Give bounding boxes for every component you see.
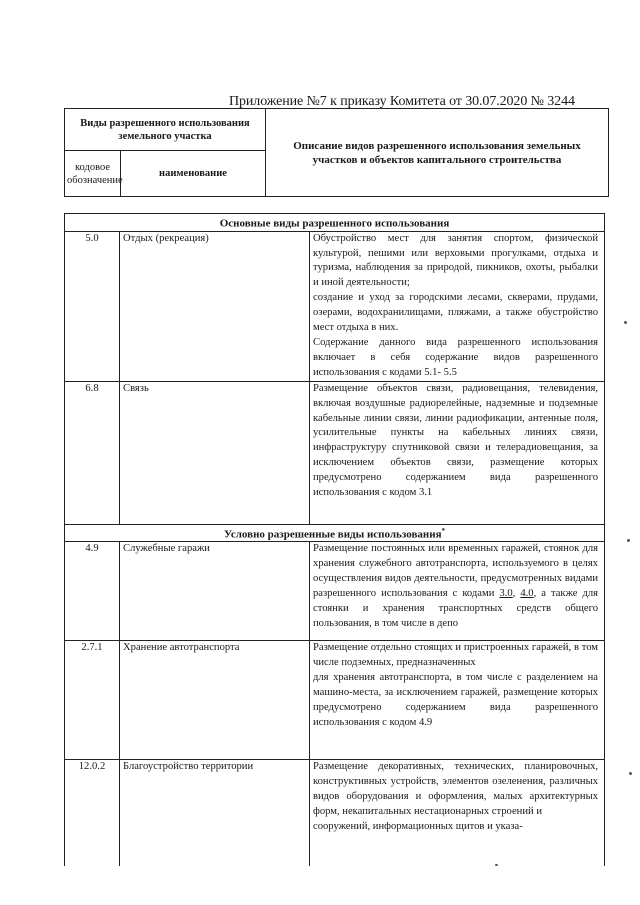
header-table xyxy=(64,108,609,197)
scan-speck xyxy=(627,539,630,542)
row-description xyxy=(310,542,605,641)
row-description xyxy=(310,641,605,760)
row-code: 5.0 xyxy=(65,231,120,381)
row-name: Хранение автотранспорта xyxy=(120,641,310,760)
description-paragraph: Размещение объектов связи, радиовещания, телевидения, включая воздушные радиорелейные, надземные и подземные кабельные линии связи, линии радиофикации, антенные поля, усилительные пункты на кабельных линиях связи, инфраструктуру спутниковой связи и телерадиовещания, за исключением объектов связи, размещение которых предусмотрено содержанием вида разрешенного использования с кодом 3.1 xyxy=(313,382,599,499)
row-code: 2.7.1 xyxy=(65,641,120,760)
table-row xyxy=(65,760,605,866)
table-row xyxy=(65,542,605,641)
row-name: Отдых (рекреация) xyxy=(120,231,310,381)
section-header-row xyxy=(65,524,605,542)
header-name-column: наименование xyxy=(121,151,266,197)
section-title: Основные виды разрешенного использования xyxy=(65,214,605,232)
table-row xyxy=(65,381,605,524)
row-description xyxy=(310,381,605,524)
row-description xyxy=(310,231,605,381)
row-name: Служебные гаражи xyxy=(120,542,310,641)
description-paragraph: Обустройство мест для занятия спортом, физической культурой, пешими или верховыми прогулками, отдыха и туризма, наблюдения за природой, пикников, охоты, рыбалки и иной деятельности; xyxy=(313,232,599,289)
header-description-title: Описание видов разрешенного использования земельных участков и объектов капитального строительства xyxy=(266,109,609,197)
row-code: 4.9 xyxy=(65,542,120,641)
description-paragraph: Содержание данного вида разрешенного использования включает в себя содержание видов разрешенного использования с кодами 5.1- 5.5 xyxy=(313,337,599,378)
scan-speck xyxy=(624,321,627,324)
row-code: 12.0.2 xyxy=(65,760,120,866)
scan-speck xyxy=(629,772,632,775)
header-code-column: кодовое обозначение xyxy=(65,151,121,197)
description-paragraph: Размещение декоративных, технических, планировочных, конструктивных устройств, элементов озеленения, различных видов оборудования и оформления, малых архитектурных форм, некапитальных нестационарных строений и xyxy=(313,761,599,818)
usage-types-table xyxy=(64,213,605,866)
row-name: Благоустройство территории xyxy=(120,760,310,866)
section-title: Условно разрешенные виды использования* xyxy=(65,524,605,542)
scan-speck xyxy=(495,864,498,866)
row-description xyxy=(310,760,605,866)
table-row xyxy=(65,231,605,381)
description-paragraph: Размещение отдельно стоящих и пристроенных гаражей, в том числе подземных, предназначенных xyxy=(313,642,599,669)
description-paragraph: для хранения автотранспорта, в том числе с разделением на машино-места, за исключением гаражей, размещение которых предусмотрено содержанием вида разрешенного использования с кодом 4.9 xyxy=(313,672,599,728)
row-name: Связь xyxy=(120,381,310,524)
header-group-title: Виды разрешенного использования земельного участка xyxy=(65,109,266,151)
row-code: 6.8 xyxy=(65,381,120,524)
description-paragraph: Размещение постоянных или временных гаражей, стоянок для хранения служебного автотранспорта, используемого в целях осуществления видов деятельности, предусмотренных видами разрешенного использования с кодами 3.0, 4.0, а также для стоянки и хранения транспортных средств общего пользования, в том числе в депо xyxy=(313,543,599,629)
description-paragraph: создание и уход за городскими лесами, скверами, прудами, озерами, водохранилищами, пляжами, а также обустройство мест отдыха в них. xyxy=(313,292,599,334)
appendix-line: Приложение №7 к приказу Комитета от 30.07.2020 № 3244 xyxy=(229,94,575,109)
section-header-row xyxy=(65,214,605,232)
table-row xyxy=(65,641,605,760)
description-paragraph: сооружений, информационных щитов и указа- xyxy=(313,821,523,832)
